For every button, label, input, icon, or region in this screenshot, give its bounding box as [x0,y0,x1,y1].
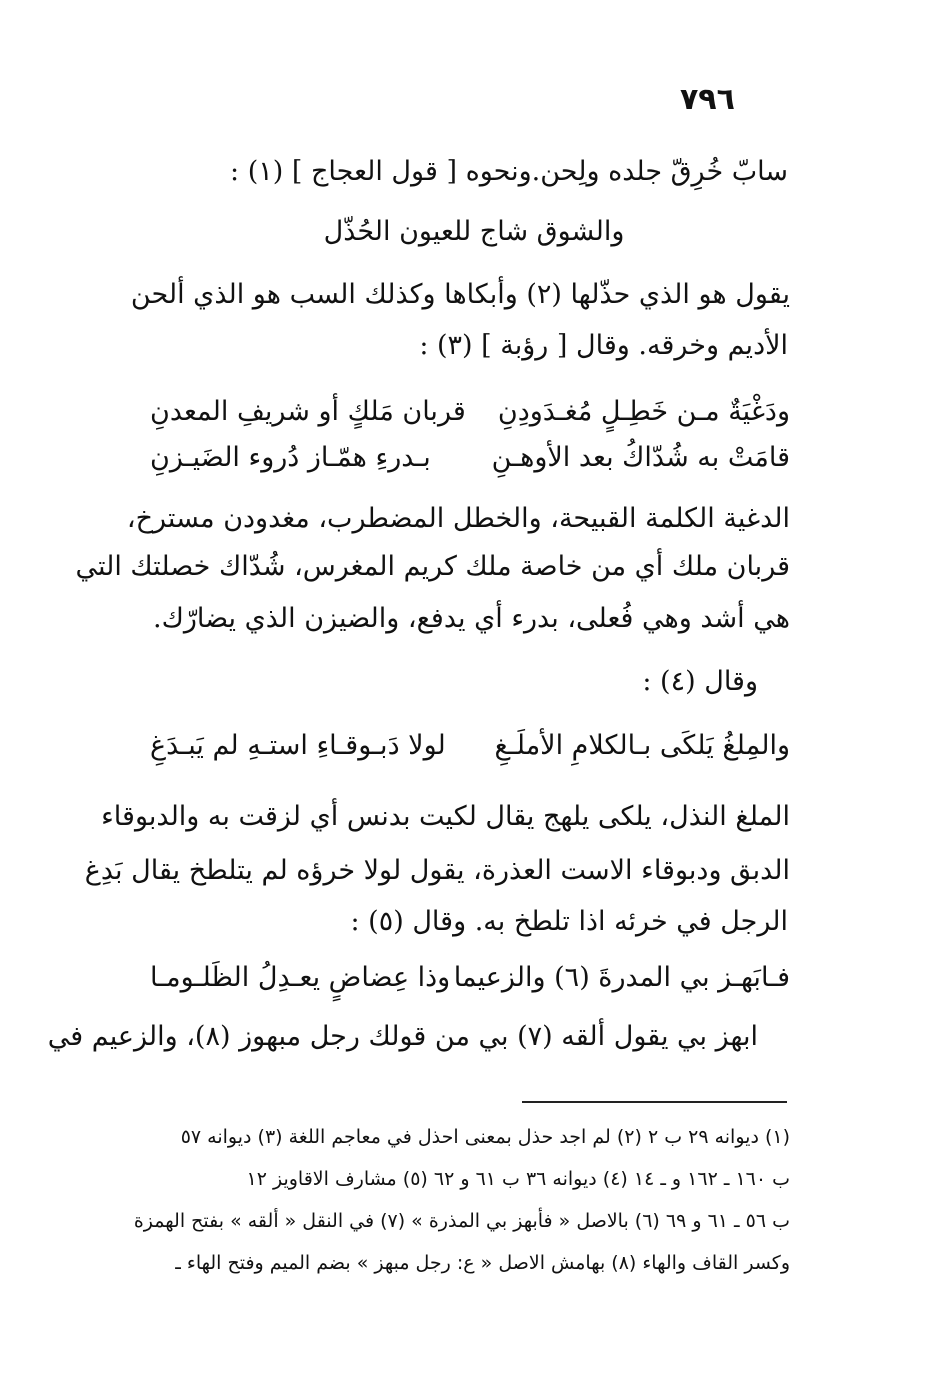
footnote-divider [522,1101,787,1103]
verse-hemistich-right: والمِلغُ يَلكَى بـالكلامِ الأملَـغِ [494,730,790,761]
verse-row [150,436,790,480]
verse-hemistich-left: لولا دَبـوقـاءِ استـهِ لم يَبـدَغِ [150,730,446,761]
text-line: ابهز بي يقول ألقه (٧) بي من قولك رجل مبهوز (٨)، والزعيم في [47,1021,758,1052]
verse-hemistich-left: قربان مَلكٍ أو شريفِ المعدنِ [150,396,466,427]
footnote-line: ب ٥٦ ـ ٦١ و ٦٩ (٦) بالاصل « فأبهز بي المذرة » (٧) في النقل « ألقه » بفتح الهمزة [133,1210,790,1232]
verse-hemistich-right: قامَتْ به شُدّاكُ بعد الأوهـنِ [491,442,790,473]
verse-row [150,390,790,434]
verse-hemistich-left: وذا عِضاضٍ يعـدِلُ الظَلـومـا [150,962,451,993]
verse-row [150,724,790,768]
verse-hemistich-left: بـدرءِ همّـاز دُروء الضَيـزنِ [150,442,431,473]
text-line: سابّ خُرِقّ جلده ولِحن.ونحوه [ قول العجاج ] (١) : [230,156,788,187]
footnote-line: وكسر القاف والهاء (٨) بهامش الاصل « ع: رجل مبهز » بضم الميم وفتح الهاء ـ [175,1252,790,1274]
verse-row [150,956,790,1000]
verse-line: والشوق شاج للعيون الحُذّل [323,216,625,247]
verse-hemistich-right: ودَغْيَةٌ مـن خَطِـلٍ مُغـدَودِنِ [497,396,790,427]
text-line: وقال (٤) : [642,666,758,697]
text-line: الملغ النذل، يلكى يلهج يقال لكيت بدنس أي لزقت به والدبوقاء [101,801,790,832]
text-line: الدبق ودبوقاء الاست العذرة، يقول لولا خرؤه لم يتلطخ يقال بَدِغ [84,855,790,886]
text-line: الأديم وخرقه. وقال [ رؤبة ] (٣) : [419,330,788,361]
text-line: الدغية الكلمة القبيحة، والخطل المضطرب، مغدودن مسترخ، [126,503,790,534]
footnote-line: ب ١٦٠ ـ ١٦٢ و ـ ١٤ (٤) ديوانه ٣٦ ب ٦١ و ٦٢ (٥) مشارف الاقاويز ١٢ [246,1168,790,1190]
page-number: ٧٩٦ [680,82,735,117]
verse-hemistich-right: فـابَهـز بي المدرةَ (٦) والزعيما [453,962,790,993]
text-line: الرجل في خرئه اذا تلطخ به. وقال (٥) : [350,906,788,937]
text-line: قربان ملك أي من خاصة ملك كريم المغرس، شُدّاك خصلتك التي [75,551,790,582]
text-line: هي أشد وهي فُعلى، بدرء أي يدفع، والضيزن الذي يضارّك. [152,603,790,634]
footnote-line: (١) ديوانه ٢٩ ب ٢ (٢) لم اجد حذل بمعنى احذل في معاجم اللغة (٣) ديوانه ٥٧ [180,1126,790,1148]
text-line: يقول هو الذي حذّلها (٢) وأبكاها وكذلك السب هو الذي ألحن [130,279,790,310]
